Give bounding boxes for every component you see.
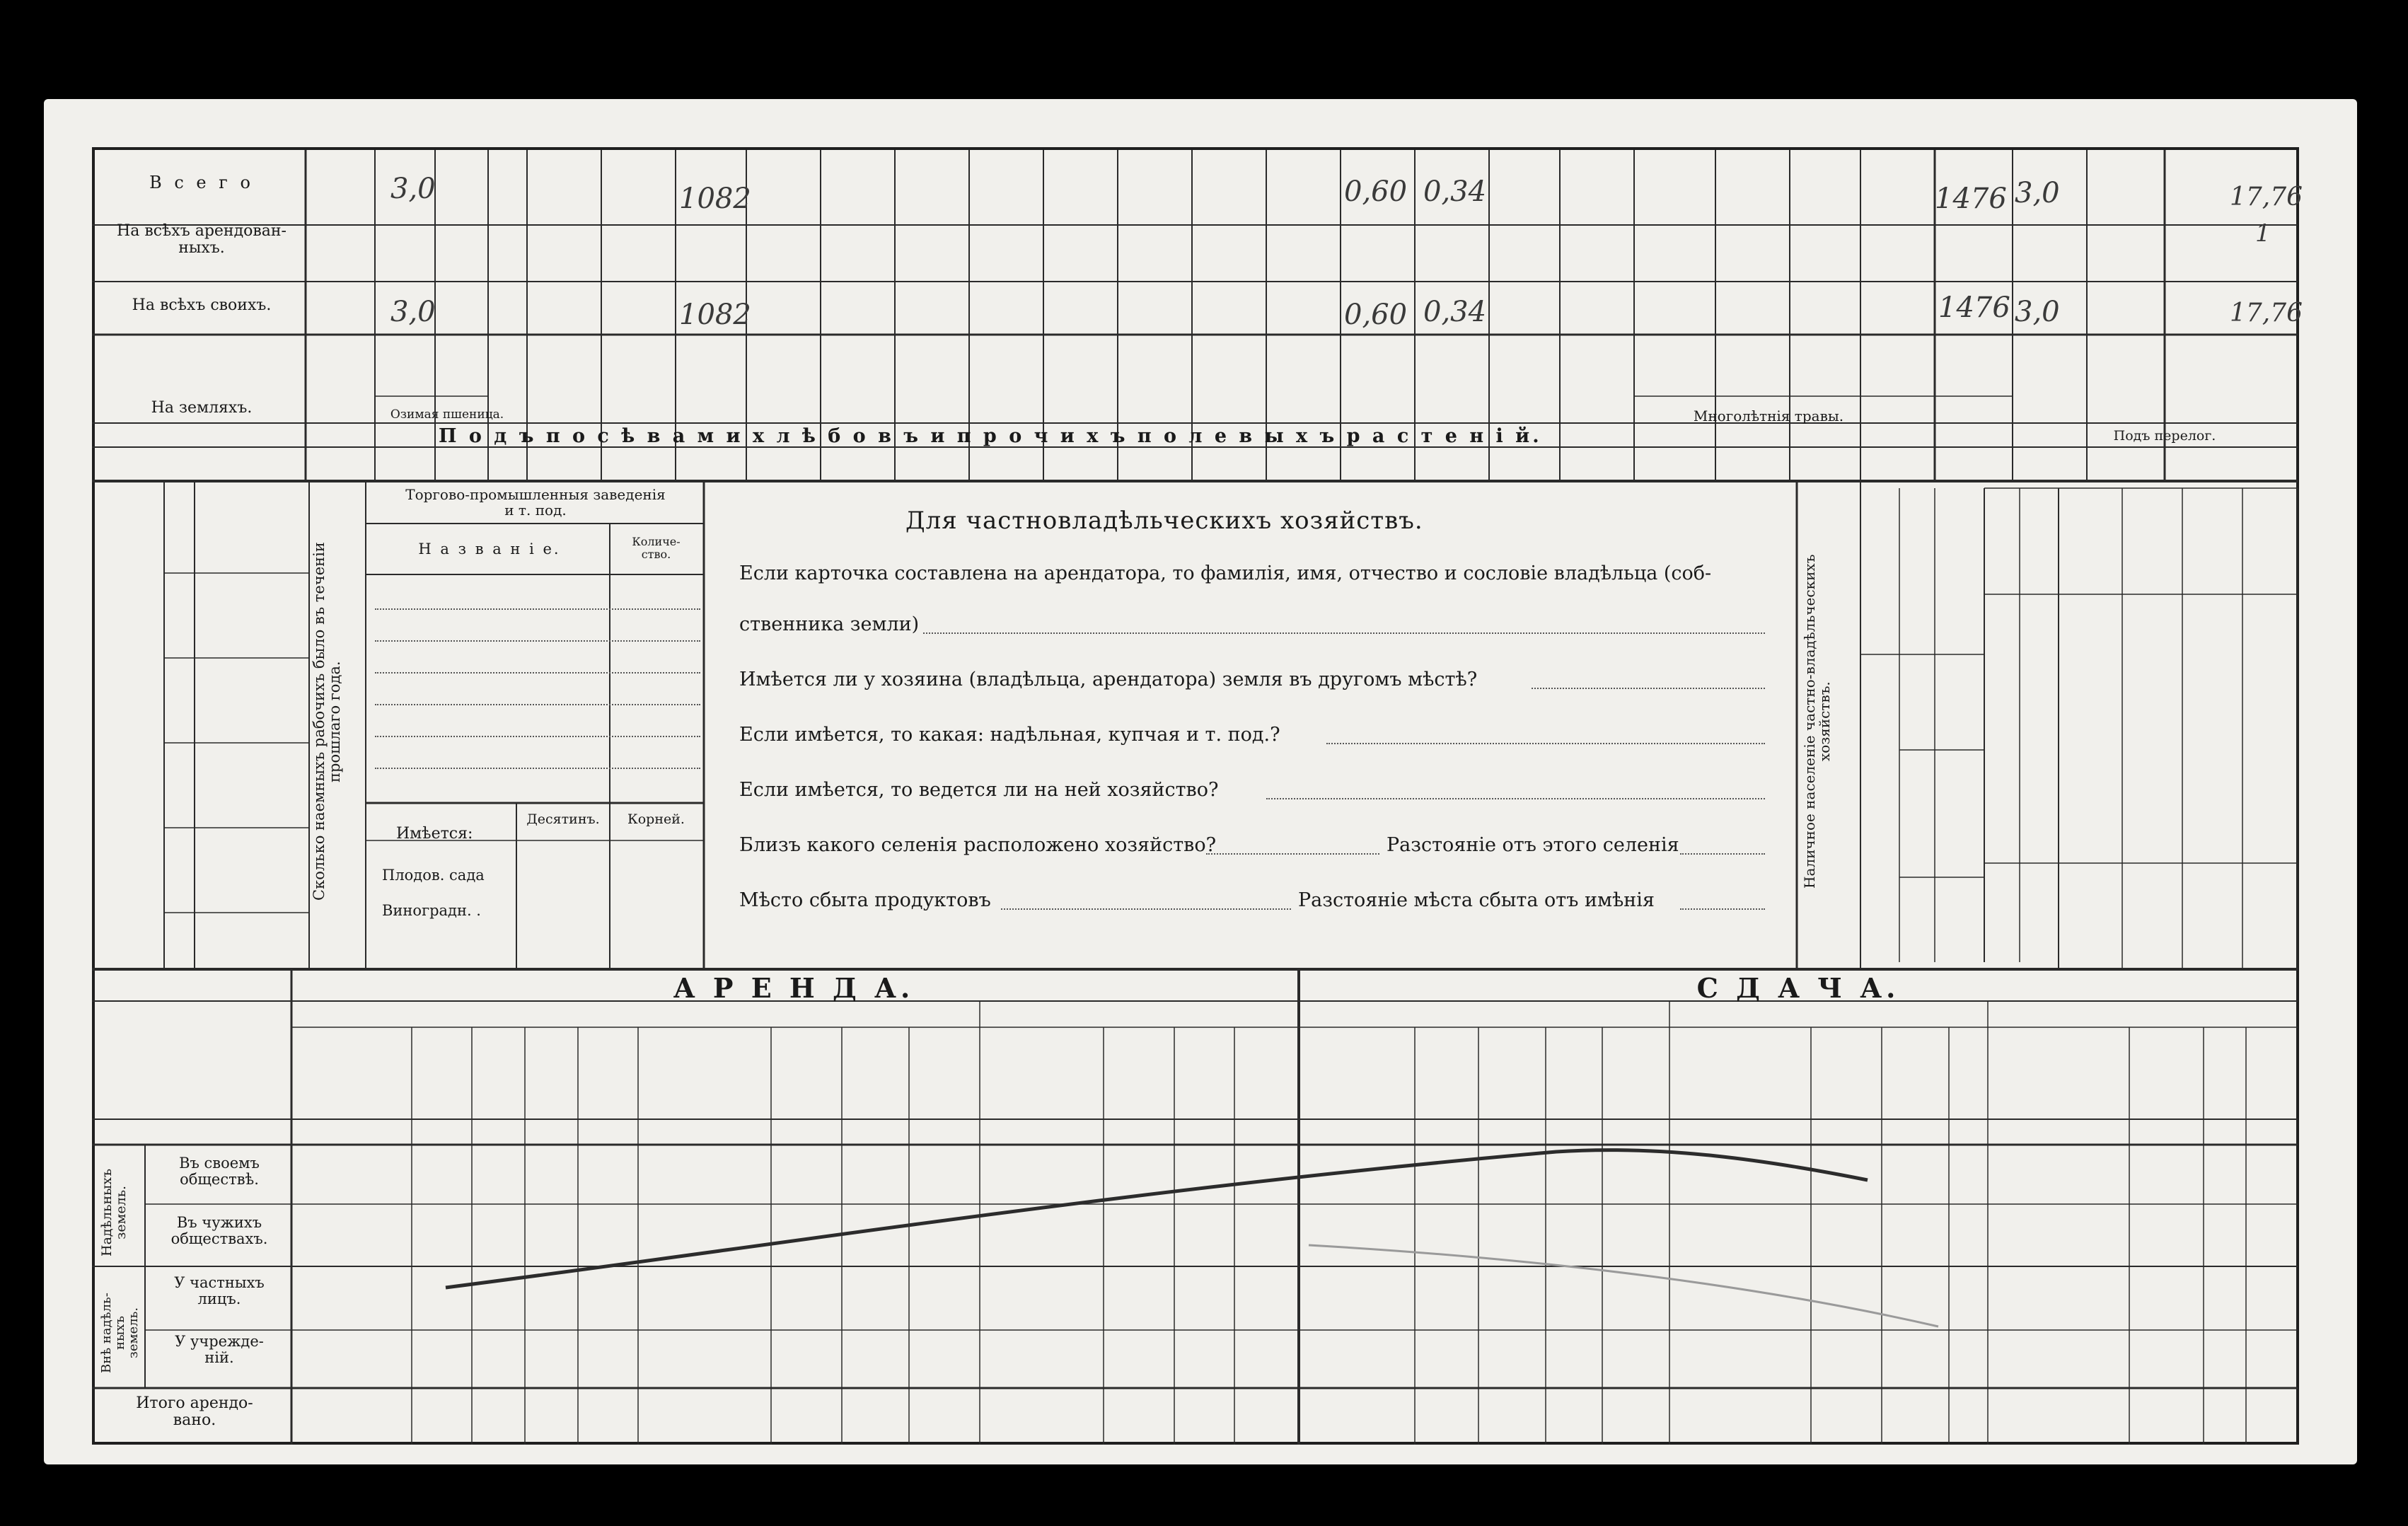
pop-col-number	[1985, 764, 2013, 807]
men-label	[1868, 761, 1896, 874]
private-title: Для частновладѣльческихъ хозяйствъ.	[905, 507, 1423, 535]
pop-top-col-label	[2061, 495, 2119, 587]
crop-col-header	[604, 338, 673, 423]
row-own-society: Въ своемъ обществѣ.	[179, 1155, 260, 1189]
crop-col-header	[1418, 338, 1486, 423]
q4-fill-line	[1266, 798, 1765, 799]
crop-col-header	[1195, 338, 1263, 423]
group-winter-wheat: Озимая пшеница.	[390, 407, 504, 422]
crop-col-header	[1046, 338, 1115, 423]
lease-col-header	[1884, 1031, 1947, 1115]
hw-total-99: 1476	[1935, 183, 2007, 215]
private-q2: Имѣется ли у хозяина (владѣльца, арендатора) земля въ другомъ мѣстѣ?	[739, 669, 1478, 690]
pop-total-women	[1903, 700, 1931, 746]
lease-col-header	[2206, 1031, 2244, 1115]
pop-top-col-label	[2125, 495, 2180, 587]
lease-col-header	[1237, 1031, 1297, 1115]
hw-own-100: 3,0	[2015, 296, 2060, 328]
pop-bottom-col-label	[1991, 867, 2056, 959]
crop-col-header	[2090, 338, 2162, 423]
crop-col-header	[1269, 338, 1338, 423]
trade-entry-line	[375, 640, 700, 642]
trade-orchard: Плодов. сада	[382, 867, 485, 884]
private-q6: Мѣсто сбыта продуктовъ	[739, 889, 991, 911]
lease-col-header	[1481, 1031, 1544, 1115]
hired-col-number	[168, 664, 191, 737]
q2-fill-line	[1532, 688, 1765, 689]
pop-top-col-label	[1991, 495, 2056, 587]
women-label	[1868, 661, 1896, 746]
trade-entry-line	[375, 672, 700, 674]
crop-col-header	[678, 338, 743, 423]
trade-entry-line	[375, 704, 700, 705]
row-total-rented: Итого арендо- вано.	[136, 1394, 253, 1430]
hired-col-label	[205, 748, 304, 822]
lease-col-header	[474, 1031, 523, 1115]
hw-own-82: 1082	[679, 299, 751, 331]
lease-col-header	[773, 1031, 840, 1115]
hw-rented-103: 1	[2255, 219, 2271, 248]
hired-col-label	[205, 494, 304, 567]
trade-entry-line	[375, 768, 700, 769]
pop-col-number	[1985, 824, 2013, 867]
private-q1a: Если карточка составлена на арендатора, то фамилія, имя, отчество и сословіе владѣльца (соб-	[739, 562, 1712, 584]
pop-top-col-label	[2245, 495, 2295, 587]
private-q5: Близъ какого селенія расположено хозяйство?	[739, 834, 1217, 856]
crop-col-header	[1637, 338, 1713, 423]
crop-col-header	[438, 338, 485, 395]
hw-total-103: 17,76	[2230, 183, 2303, 212]
hw-total-92: 0,34	[1423, 175, 1487, 208]
q1-fill-line	[923, 632, 1765, 634]
hired-col-label	[205, 833, 304, 907]
row-other-society: Въ чужихъ обществахъ.	[170, 1214, 268, 1248]
row-institutions: У учрежде- ній.	[175, 1333, 264, 1367]
group-perennial: Многолѣтнія травы.	[1693, 407, 1844, 424]
crop-col-header	[1938, 338, 2010, 423]
lease-col-header	[527, 1031, 576, 1115]
row-private-persons: У частныхъ лицъ.	[174, 1274, 265, 1308]
crop-col-header	[1343, 338, 1412, 423]
crop-col-header	[749, 338, 818, 423]
hw-total-100: 3,0	[2015, 177, 2060, 209]
private-q3: Если имѣется, то какая: надѣльная, купчая и т. под.?	[739, 724, 1280, 746]
sdacha-title: С Д А Ч А.	[1696, 972, 1900, 1004]
hw-own-99: 1476	[1938, 291, 2010, 324]
row-non-nadel-group: Внѣ надѣль- ныхъ земель.	[99, 1293, 141, 1373]
q6-fill-line	[1001, 908, 1291, 910]
crop-col-header	[1718, 338, 1787, 423]
private-q4: Если имѣется, то ведется ли на ней хозяйство?	[739, 779, 1219, 801]
arenda-title: А Р Е Н Д А.	[673, 972, 915, 1004]
hw-total-91: 0,60	[1344, 175, 1408, 208]
lease-col-header	[2248, 1031, 2296, 1115]
hired-col-number	[168, 494, 191, 567]
crop-col-header	[491, 338, 524, 423]
hw-own-92: 0,34	[1423, 296, 1487, 328]
pop-total-men	[1903, 821, 1931, 870]
private-q1b: ственника земли)	[739, 613, 920, 635]
group-fallow: Подъ перелог.	[2113, 428, 2216, 444]
pop-total-both	[1868, 573, 1981, 615]
pen-stroke-tail	[1309, 1245, 1938, 1326]
row-nadel-group: Надѣльныхъ земель.	[99, 1168, 129, 1257]
hired-col-number	[168, 748, 191, 822]
crop-col-header	[1863, 338, 1932, 423]
population-title: Наличное населеніе частно-владѣльческихъ хозяйствъ.	[1801, 554, 1833, 889]
crop-col-header	[823, 338, 892, 423]
crop-col-header	[2015, 338, 2084, 423]
crop-col-header	[1492, 338, 1557, 423]
trade-name-col: Н а з в а н і е.	[418, 541, 561, 557]
pop-bottom-col-label	[2245, 867, 2295, 959]
trade-entry-line	[375, 608, 700, 610]
hw-own-91: 0,60	[1344, 299, 1408, 331]
lease-col-header	[1176, 1031, 1232, 1115]
lease-col-header	[414, 1031, 470, 1115]
hired-col-number	[168, 579, 191, 652]
crop-col-header	[1793, 338, 1858, 423]
pop-top-col-label	[2185, 495, 2240, 587]
pop-bottom-col-label	[2185, 867, 2240, 959]
crop-col-header	[378, 338, 432, 395]
pop-col-number	[1985, 700, 2013, 743]
pop-col-number	[1985, 623, 2013, 665]
trade-qty-col: Количе- ство.	[632, 535, 681, 561]
hw-total-82: 1082	[679, 183, 751, 215]
lease-col-header	[1951, 1031, 1986, 1115]
hired-col-label	[205, 579, 304, 652]
crop-col-header	[972, 338, 1041, 423]
lease-col-header	[1813, 1031, 1880, 1115]
crops-banner: П о д ъ п о с ѣ в а м и х л ѣ б о в ъ и п р о ч и х ъ п о л е в ы х ъ р а с т е н і й.	[439, 425, 1542, 447]
row-label-total: В с е г о	[149, 173, 254, 192]
hired-col-label	[205, 664, 304, 737]
lease-col-header	[844, 1031, 907, 1115]
crop-col-header	[308, 338, 372, 423]
q3-fill-line	[1326, 743, 1765, 744]
crop-col-header	[1563, 338, 1631, 423]
lease-col-header	[2131, 1031, 2201, 1115]
lease-col-header	[1548, 1031, 1600, 1115]
row-label-rented: На всѣхъ арендован- ныхъ.	[117, 222, 286, 258]
crop-col-header	[1121, 338, 1189, 423]
trade-desyatin: Десятинъ.	[526, 811, 600, 827]
trade-roots: Корней.	[627, 811, 685, 827]
trade-has: Имѣется:	[396, 825, 473, 843]
pop-incl-men	[1938, 764, 1981, 870]
lease-col-header	[580, 1031, 636, 1115]
pop-incl-women	[1938, 637, 1981, 743]
crop-col-header	[530, 338, 598, 423]
lease-col-header	[1417, 1031, 1476, 1115]
row-label-own: На всѣхъ своихъ.	[132, 296, 272, 314]
hw-own-78: 3,0	[390, 296, 436, 328]
row-label-lands: На земляхъ.	[151, 399, 253, 417]
hw-total-78: 3,0	[390, 173, 436, 205]
crop-col-header	[2167, 338, 2295, 423]
trade-title: Торгово-промышленныя заведенія и т. под.	[405, 486, 666, 519]
crop-col-header	[898, 338, 966, 423]
trade-vineyard: Виноградн. .	[382, 902, 481, 919]
hw-own-103: 17,76	[2230, 299, 2303, 328]
q5-fill-line	[1206, 853, 1379, 855]
lease-col-header	[1604, 1031, 1667, 1115]
private-q6b: Разстояніе мѣста сбыта отъ имѣнія	[1298, 889, 1655, 911]
q5b-fill-line	[1680, 853, 1765, 855]
hired-workers-title: Сколько наемныхъ рабочихъ было въ теченіи прошлаго года.	[311, 542, 344, 901]
pop-bottom-col-label	[2061, 867, 2119, 959]
q6b-fill-line	[1680, 908, 1765, 910]
pop-bottom-col-label	[2125, 867, 2180, 959]
trade-entry-line	[375, 736, 700, 737]
lease-col-header	[1106, 1031, 1172, 1115]
hired-col-number	[168, 833, 191, 907]
lease-col-header	[911, 1031, 978, 1115]
private-q5b: Разстояніе отъ этого селенія	[1387, 834, 1679, 856]
